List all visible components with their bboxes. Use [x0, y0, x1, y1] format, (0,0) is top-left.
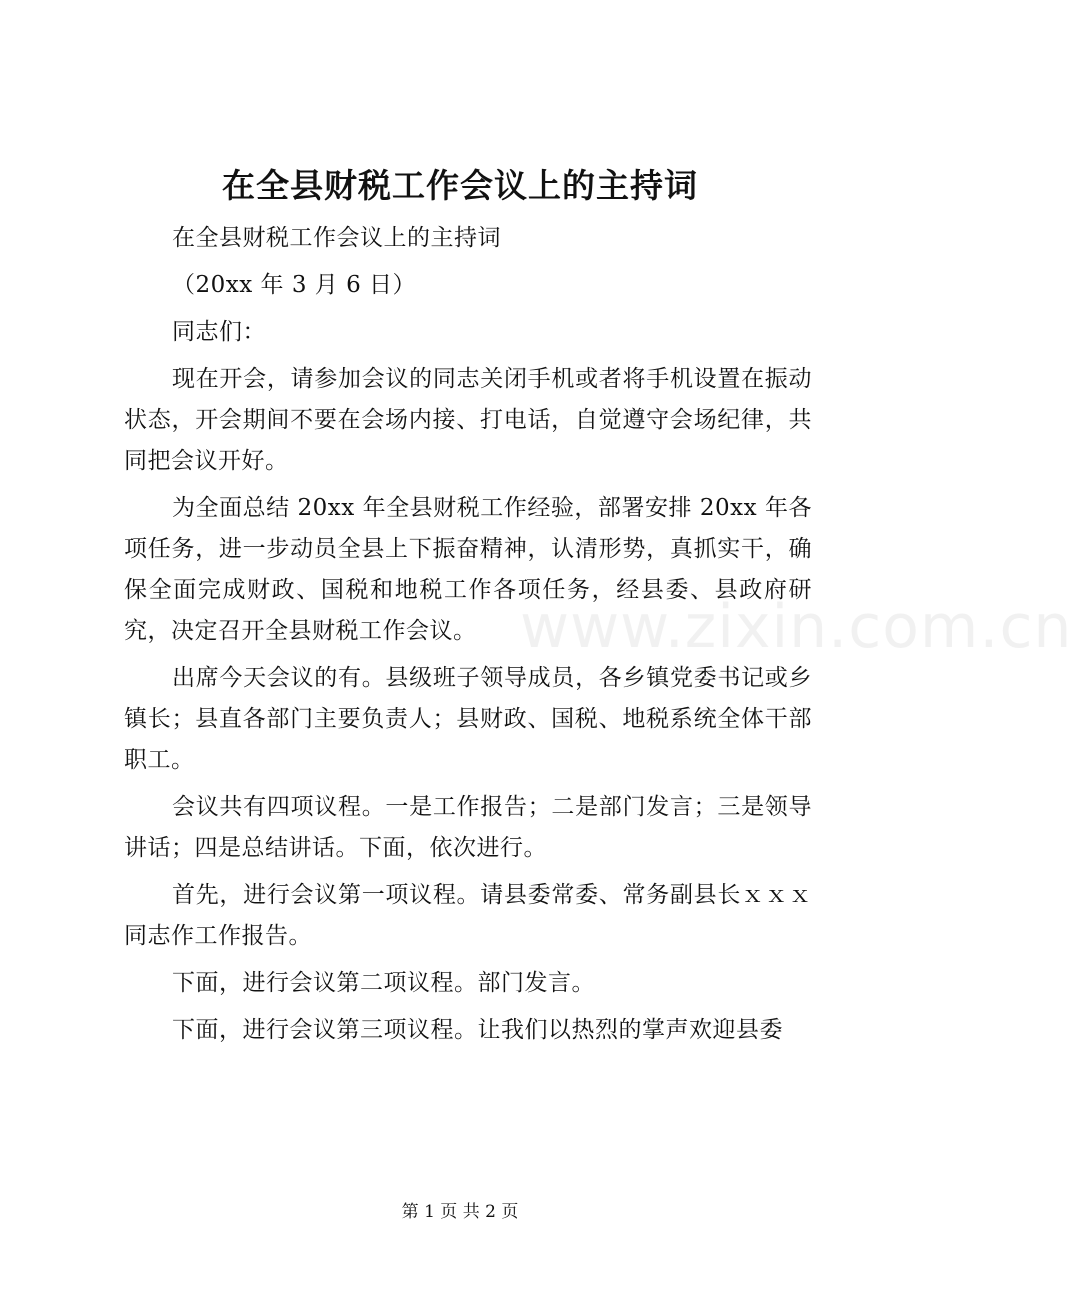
paragraph-attendees: 出席今天会议的有。县级班子领导成员，各乡镇党委书记或乡镇长；县直各部门主要负责人；县财政、国税、地税系统全体干部职工。 — [124, 665, 812, 773]
document-title: 在全县财税工作会议上的主持词 — [222, 166, 698, 205]
paragraph-subtitle: 在全县财税工作会议上的主持词 — [172, 225, 501, 251]
paragraph-opening: 现在开会，请参加会议的同志关闭手机或者将手机设置在振动状态，开会期间不要在会场内接、打电话，自觉遵守会场纪律，共同把会议开好。 — [124, 366, 812, 474]
paragraph-purpose: 为全面总结 20xx 年全县财税工作经验，部署安排 20xx 年各项任务，进一步动员全县上下振奋精神，认清形势，真抓实干，确保全面完成财政、国税和地税工作各项任务，经县委、县政府研究，决定召开全县财税工作会议。 — [124, 495, 812, 644]
paragraph-salutation: 同志们： — [172, 319, 266, 345]
paragraph-item-one: 首先，进行会议第一项议程。请县委常委、常务副县长ｘｘｘ同志作工作报告。 — [124, 882, 812, 949]
page-footer: 第 1 页 共 2 页 — [401, 1202, 519, 1222]
paragraph-item-three: 下面，进行会议第三项议程。让我们以热烈的掌声欢迎县委 — [172, 1017, 783, 1043]
paragraph-agenda: 会议共有四项议程。一是工作报告；二是部门发言；三是领导讲话；四是总结讲话。下面，依次进行。 — [124, 794, 812, 861]
watermark: www.zixin.com.cn — [520, 592, 1072, 662]
paragraph-item-two: 下面，进行会议第二项议程。部门发言。 — [172, 970, 595, 996]
paragraph-date: （20xx 年 3 月 6 日） — [172, 272, 417, 298]
